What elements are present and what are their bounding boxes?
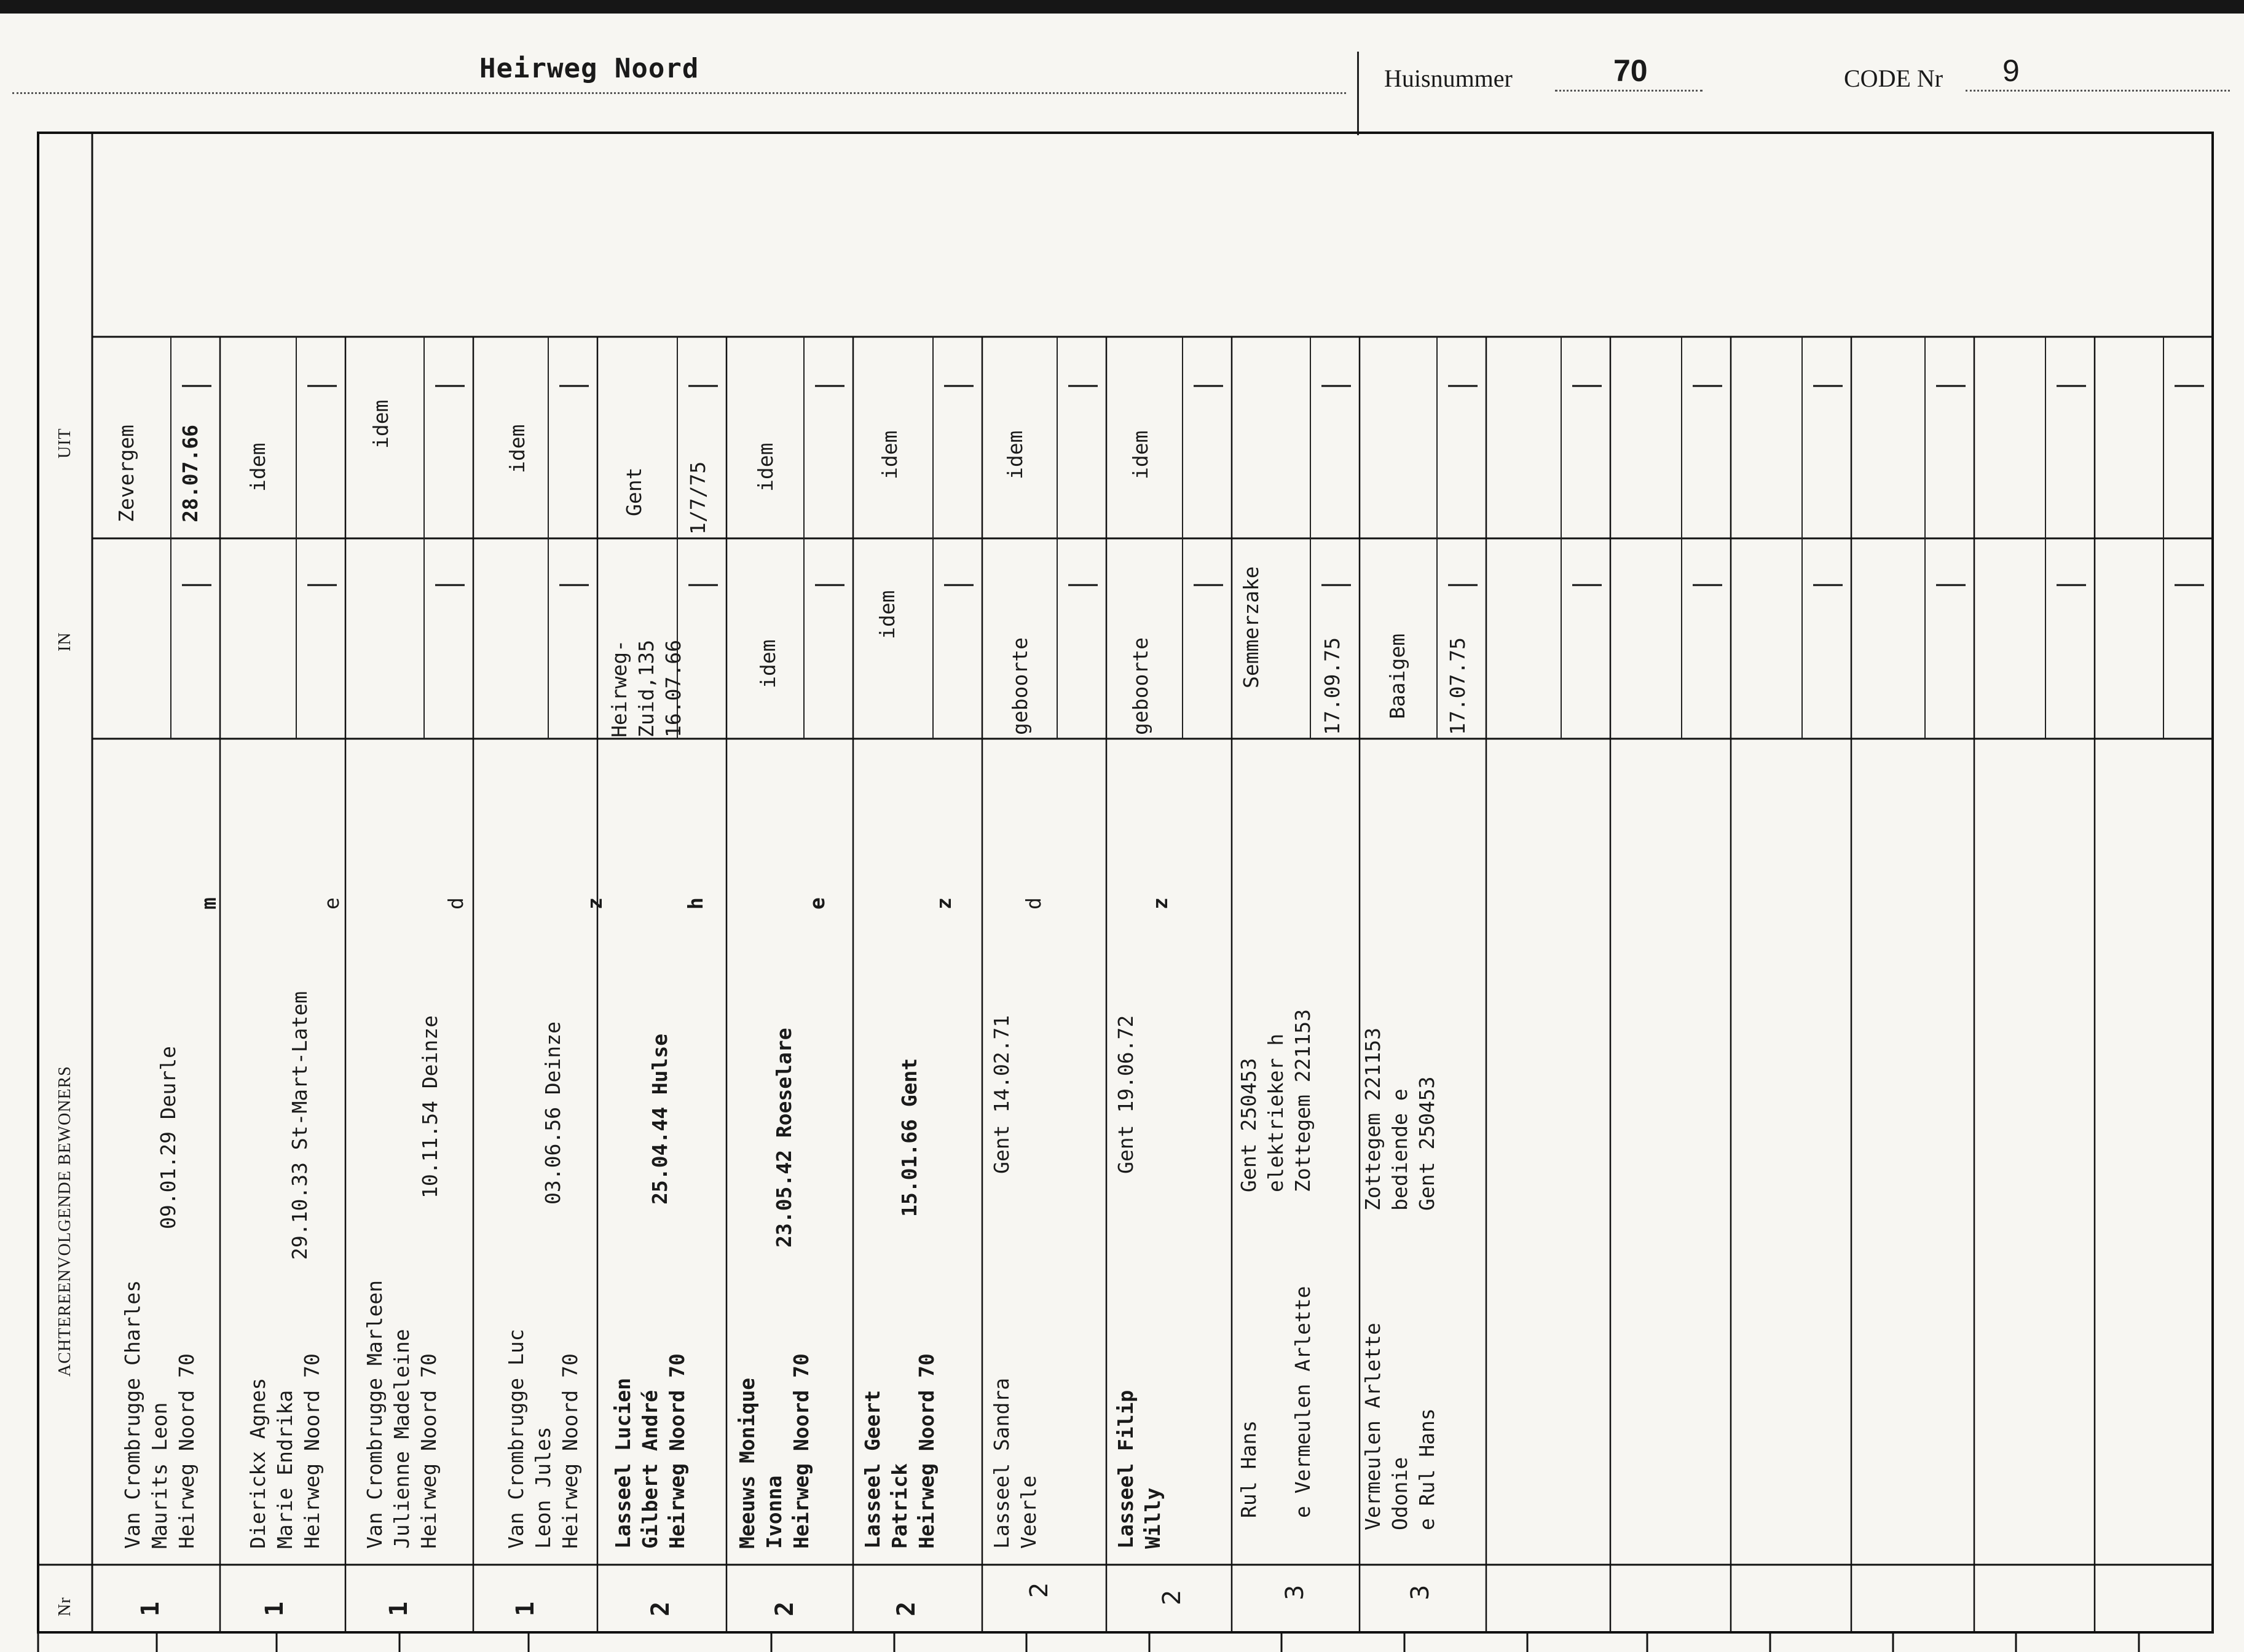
resident-8-mark: d	[1022, 897, 1045, 910]
resident-7-uit: idem	[878, 430, 902, 479]
resident-7-in: idem	[875, 590, 899, 639]
resident-8-uit: idem	[1003, 430, 1027, 479]
resident-1-uit-date: 28.07.66	[178, 425, 202, 522]
resident-6-birth: 23.05.42 Roeselare	[772, 1028, 796, 1248]
resident-1-name: Van Crombrugge Charles Maurits Leon Heirweg Noord 70	[120, 1280, 199, 1549]
resident-2-name: Dierickx Agnes Marie Endrika Heirweg Noord 70	[246, 1353, 324, 1549]
resident-6-in: idem	[756, 639, 780, 688]
resident-3-uit: idem	[369, 399, 393, 449]
resident-9-in: geboorte	[1128, 637, 1152, 735]
resident-9-birth: Gent 19.06.72	[1114, 1015, 1138, 1174]
residents-row-label: ACHTEREENVOLGENDE BEWONERS	[55, 1066, 74, 1377]
street-name: Heirweg Noord	[479, 53, 699, 84]
resident-9-mark: z	[1148, 897, 1172, 910]
resident-9-name: Lasseel Filip Willy	[1114, 1390, 1165, 1549]
resident-6-name: Meeuws Monique Ivonna Heirweg Noord 70	[735, 1353, 813, 1549]
resident-4-birth: 03.06.56 Deinze	[541, 1021, 565, 1205]
resident-10-name: Rul Hans e Vermeulen Arlette	[1237, 1286, 1315, 1518]
resident-3-mark: d	[444, 897, 468, 910]
resident-8-nr: 2	[1025, 1582, 1053, 1598]
resident-4-mark: z	[583, 897, 607, 910]
resident-5-in: Heirweg- Zuid,135 16.07.66	[607, 640, 685, 738]
resident-5-mark: h	[683, 897, 707, 910]
resident-3-nr: 1	[385, 1601, 413, 1616]
nr-row-label: Nr	[55, 1597, 74, 1616]
resident-4-name: Van Crombrugge Luc Leon Jules Heirweg Noord 70	[504, 1329, 582, 1549]
resident-5-uit-place: Gent	[622, 467, 646, 516]
resident-11-name: Vermeulen Arlette Odonie e Rul Hans	[1361, 1323, 1439, 1530]
resident-1-nr: 1	[136, 1601, 165, 1616]
resident-7-birth: 15.01.66 Gent	[897, 1058, 921, 1217]
resident-5-name: Lasseel Lucien Gilbert André Heirweg Noord 70	[611, 1353, 689, 1549]
house-number-label: Huisnummer	[1384, 65, 1513, 92]
resident-9-uit: idem	[1128, 430, 1152, 479]
resident-3-birth: 10.11.54 Deinze	[418, 1015, 442, 1198]
resident-10-in-place: Semmerzake	[1239, 566, 1263, 688]
resident-4-uit: idem	[505, 424, 529, 473]
resident-1-birth: 09.01.29 Deurle	[156, 1045, 180, 1229]
resident-6-uit: idem	[754, 442, 778, 492]
code-number-value: 9	[2002, 53, 2020, 88]
resident-11-in-date: 17.07.75	[1446, 637, 1470, 735]
resident-5-uit-date: 1/7/75	[686, 461, 710, 535]
resident-7-nr: 2	[892, 1601, 921, 1616]
resident-2-uit: idem	[246, 442, 270, 492]
resident-6-nr: 2	[771, 1601, 799, 1616]
resident-2-birth: 29.10.33 St-Mart-Latem	[288, 991, 312, 1260]
resident-5-nr: 2	[647, 1601, 675, 1616]
resident-1-mark: m	[197, 897, 221, 910]
resident-10-in-date: 17.09.75	[1320, 637, 1344, 735]
resident-2-nr: 1	[261, 1601, 289, 1616]
resident-8-name: Lasseel Sandra Veerle	[990, 1377, 1041, 1549]
resident-11-birth: Zottegem 221153 bediende e Gent 250453	[1361, 1027, 1439, 1211]
resident-6-mark: e	[805, 897, 829, 910]
resident-11-in-place: Baaigem	[1385, 633, 1409, 719]
resident-1-uit-place: Zevergem	[114, 425, 138, 522]
resident-11-nr: 3	[1406, 1584, 1435, 1600]
in-row-label: IN	[55, 632, 74, 651]
resident-5-birth: 25.04.44 Hulse	[648, 1033, 672, 1205]
resident-2-mark: e	[320, 897, 344, 910]
resident-7-name: Lasseel Geert Patrick Heirweg Noord 70	[860, 1353, 939, 1549]
resident-3-name: Van Crombrugge Marleen Julienne Madeleine Heirweg Noord 70	[363, 1280, 441, 1549]
resident-10-nr: 3	[1281, 1584, 1309, 1600]
house-number-value: 70	[1613, 53, 1648, 88]
uit-row-label: UIT	[55, 428, 74, 458]
resident-10-birth: Gent 250453 elektrieker h Zottegem 221153	[1237, 1009, 1315, 1192]
resident-9-nr: 2	[1158, 1589, 1186, 1605]
resident-8-birth: Gent 14.02.71	[990, 1015, 1014, 1174]
resident-4-nr: 1	[511, 1601, 540, 1616]
resident-7-mark: z	[932, 897, 956, 910]
resident-8-in: geboorte	[1008, 637, 1032, 735]
code-number-label: CODE Nr	[1844, 65, 1943, 92]
